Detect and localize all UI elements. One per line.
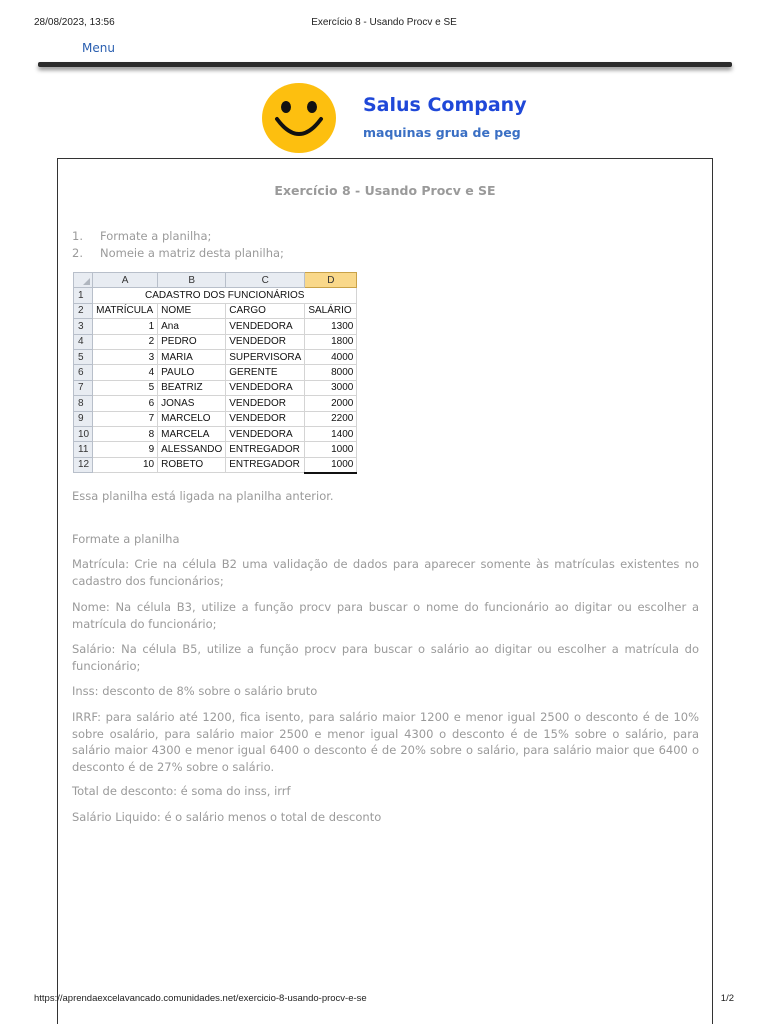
- cell-salario: 1300: [305, 319, 357, 334]
- spreadsheet-image: [73, 272, 357, 474]
- column-header: C: [226, 273, 305, 288]
- cell-nome: PEDRO: [158, 334, 226, 349]
- cell-salario: 1800: [305, 334, 357, 349]
- select-all-corner: [74, 273, 93, 288]
- paragraph: Inss: desconto de 8% sobre o salário bruto: [72, 684, 318, 698]
- page-number: 1/2: [720, 993, 734, 1004]
- cell-nome: MARCELA: [158, 426, 226, 441]
- cell-cargo: VENDEDORA: [226, 426, 305, 441]
- column-header: A: [93, 273, 158, 288]
- table-row: [74, 288, 357, 303]
- step-number: 2.: [72, 246, 83, 260]
- row-number: 12: [74, 457, 93, 472]
- cell-matricula: 4: [93, 365, 158, 380]
- paragraph: Essa planilha está ligada na planilha anterior.: [72, 489, 334, 503]
- table-row: [74, 303, 357, 318]
- cell-nome: Ana: [158, 319, 226, 334]
- cell-cargo: VENDEDOR: [226, 396, 305, 411]
- print-datetime: 28/08/2023, 13:56: [34, 17, 115, 28]
- paragraph: Total de desconto: é soma do inss, irrf: [72, 784, 291, 798]
- print-page-title: Exercício 8 - Usando Procv e SE: [311, 17, 457, 28]
- header-divider: [38, 62, 732, 67]
- cell-nome: MARIA: [158, 349, 226, 364]
- menu-link[interactable]: Menu: [82, 41, 115, 55]
- column-header-selected: D: [305, 273, 357, 288]
- cell-matricula: 2: [93, 334, 158, 349]
- cell-salario: 2200: [305, 411, 357, 426]
- cell-cargo: VENDEDOR: [226, 411, 305, 426]
- table-row: [74, 319, 357, 334]
- article-container: [57, 158, 713, 1024]
- cell-salario: 8000: [305, 365, 357, 380]
- cell-nome: ROBETO: [158, 457, 226, 472]
- row-number: 6: [74, 365, 93, 380]
- field-header: NOME: [158, 303, 226, 318]
- table-row: [74, 349, 357, 364]
- column-header: B: [158, 273, 226, 288]
- row-number: 2: [74, 303, 93, 318]
- paragraph: Nome: Na célula B3, utilize a função procv para buscar o nome do funcionário ao digitar ou escolher a matrícula do funcionário;: [72, 600, 699, 631]
- list-item: [72, 228, 284, 245]
- cell-salario: 1000: [305, 442, 357, 457]
- cell-matricula: 1: [93, 319, 158, 334]
- page-url: https://aprendaexcelavancado.comunidades.net/exercicio-8-usando-procv-e-se: [34, 993, 367, 1004]
- field-header: SALÁRIO: [305, 303, 357, 318]
- cell-nome: MARCELO: [158, 411, 226, 426]
- cell-cargo: VENDEDOR: [226, 334, 305, 349]
- table-row: [74, 365, 357, 380]
- paragraph: IRRF: para salário até 1200, fica isento, para salário maior 1200 e menor igual 2500 o desconto é de 10% sobre osalário, para salário maior 2500 e menor igual 4300 o desconto é de 15% sobre o salário, para salário maior 4300 e menor igual 6400 o desconto é de 20% sobre o salário, para salário maior que 6400 o desconto é de 27% sobre o salário.: [72, 710, 699, 774]
- table-row: [74, 334, 357, 349]
- cell-matricula: 5: [93, 380, 158, 395]
- list-item: [72, 245, 284, 262]
- field-header: CARGO: [226, 303, 305, 318]
- cell-salario: 1400: [305, 426, 357, 441]
- cell-cargo: VENDEDORA: [226, 380, 305, 395]
- step-text: Formate a planilha;: [100, 229, 212, 243]
- row-number: 11: [74, 442, 93, 457]
- company-name: Salus Company: [363, 94, 527, 116]
- cell-matricula: 7: [93, 411, 158, 426]
- cell-cargo: ENTREGADOR: [226, 457, 305, 472]
- cell-cargo: ENTREGADOR: [226, 442, 305, 457]
- cell-nome: ALESSANDO: [158, 442, 226, 457]
- cell-cargo: GERENTE: [226, 365, 305, 380]
- cell-nome: JONAS: [158, 396, 226, 411]
- cell-matricula: 8: [93, 426, 158, 441]
- row-number: 1: [74, 288, 93, 303]
- paragraph: Salário: Na célula B5, utilize a função procv para buscar o salário ao digitar ou escolher a matrícula do funcionário;: [72, 642, 699, 673]
- smiley-face-icon: [262, 83, 336, 153]
- table-row: [74, 426, 357, 441]
- cell-cargo: SUPERVISORA: [226, 349, 305, 364]
- row-number: 5: [74, 349, 93, 364]
- cell-matricula: 10: [93, 457, 158, 472]
- row-number: 9: [74, 411, 93, 426]
- row-number: 8: [74, 396, 93, 411]
- step-number: 1.: [72, 229, 83, 243]
- cell-salario: 3000: [305, 380, 357, 395]
- cell-nome: BEATRIZ: [158, 380, 226, 395]
- table-row: [74, 411, 357, 426]
- column-header-row: [74, 273, 357, 288]
- paragraph: Formate a planilha: [72, 532, 180, 546]
- cell-matricula: 3: [93, 349, 158, 364]
- paragraph: Matrícula: Crie na célula B2 uma validação de dados para aparecer somente às matrículas existentes no cadastro dos funcionários;: [72, 557, 699, 588]
- cell-nome: PAULO: [158, 365, 226, 380]
- cell-cargo: VENDEDORA: [226, 319, 305, 334]
- print-header: [0, 17, 768, 31]
- row-number: 10: [74, 426, 93, 441]
- paragraph: Salário Liquido: é o salário menos o total de desconto: [72, 810, 382, 824]
- article-title: Exercício 8 - Usando Procv e SE: [274, 183, 496, 198]
- company-slogan: maquinas grua de peg: [363, 125, 521, 140]
- cell-matricula: 9: [93, 442, 158, 457]
- sheet-title-cell: CADASTRO DOS FUNCIONÁRIOS: [93, 288, 357, 303]
- cell-salario: 4000: [305, 349, 357, 364]
- table-row: [74, 380, 357, 395]
- row-number: 7: [74, 380, 93, 395]
- table-row: [74, 396, 357, 411]
- field-header: MATRÍCULA: [93, 303, 158, 318]
- row-number: 4: [74, 334, 93, 349]
- table-row: [74, 457, 357, 472]
- table-row: [74, 442, 357, 457]
- steps-list: [72, 228, 284, 262]
- cell-matricula: 6: [93, 396, 158, 411]
- row-number: 3: [74, 319, 93, 334]
- step-text: Nomeie a matriz desta planilha;: [100, 246, 284, 260]
- cell-salario-selected: 1000: [305, 457, 357, 472]
- cell-salario: 2000: [305, 396, 357, 411]
